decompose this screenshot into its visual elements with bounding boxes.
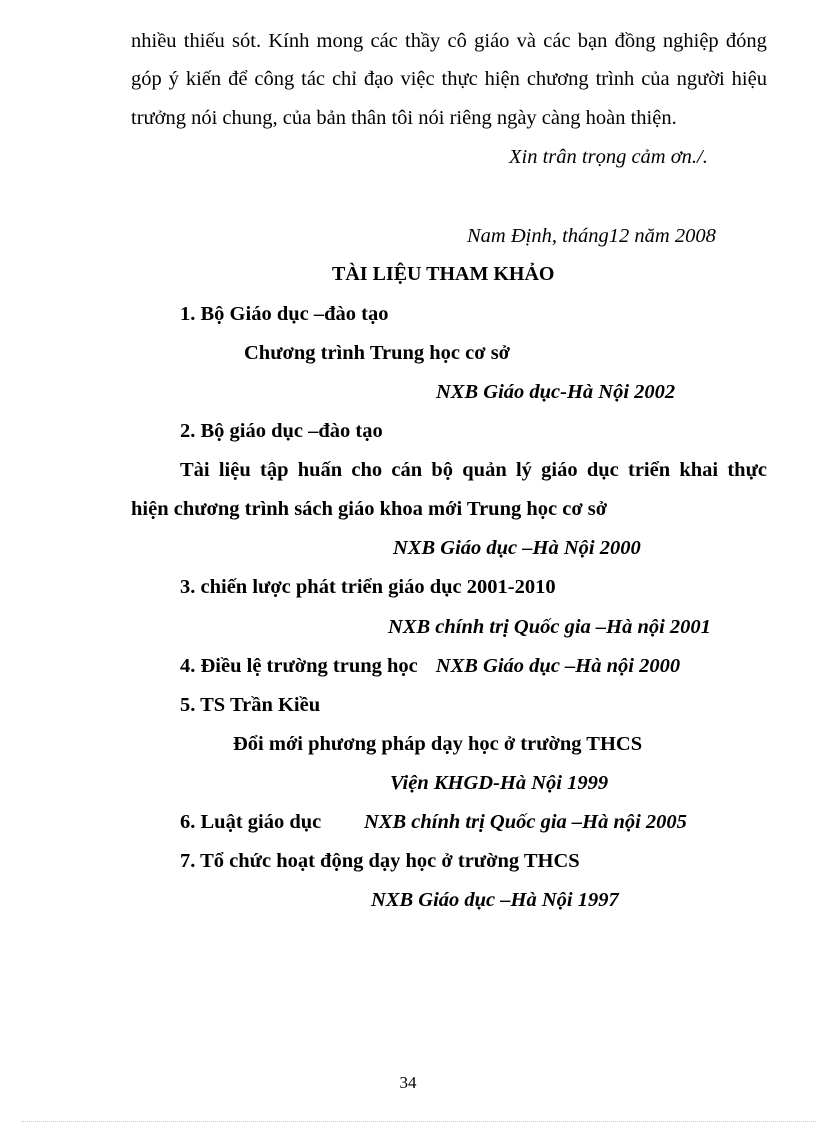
reference-3-entry: 3. chiến lược phát triển giáo dục 2001-2010: [180, 576, 556, 598]
page-number: 34: [399, 1073, 417, 1092]
reference-2-publisher: NXB Giáo dục –Hà Nội 2000: [393, 537, 641, 559]
reference-2-title-line-1: [180, 458, 767, 482]
closing-paragraph-line-1: [131, 29, 767, 53]
place-date: Nam Định, tháng12 năm 2008: [467, 225, 716, 247]
reference-6-publisher: NXB chính trị Quốc gia –Hà nội 2005: [364, 811, 687, 833]
reference-1-publisher: NXB Giáo dục-Hà Nội 2002: [436, 381, 676, 403]
closing-paragraph-line-2-text: góp ý kiến để công tác chỉ đạo việc thực hiện chương trình của người hiệu: [131, 68, 767, 90]
reference-2-title-line-1-text: Tài liệu tập huấn cho cán bộ quản lý giáo dục triển khai thực: [180, 459, 767, 481]
reference-5-entry: 5. TS Trần Kiều: [180, 694, 321, 716]
reference-7-publisher: NXB Giáo dục –Hà Nội 1997: [371, 889, 619, 911]
reference-5-title: Đổi mới phương pháp dạy học ở trường THCS: [233, 733, 643, 755]
closing-paragraph-line-1-text: nhiều thiếu sót. Kính mong các thầy cô giáo và các bạn đồng nghiệp đóng: [131, 30, 767, 52]
reference-2-entry: 2. Bộ giáo dục –đào tạo: [180, 420, 383, 442]
reference-4: [180, 654, 680, 678]
reference-1-title: Chương trình Trung học cơ sở: [244, 342, 511, 364]
reference-2-title-line-2: hiện chương trình sách giáo khoa mới Trung học cơ sở: [131, 498, 608, 520]
closing-thanks: Xin trân trọng cảm ơn./.: [509, 146, 708, 168]
closing-paragraph-line-3: trưởng nói chung, của bản thân tôi nói riêng ngày càng hoàn thiện.: [131, 107, 677, 129]
reference-4-publisher: NXB Giáo dục –Hà nội 2000: [435, 655, 681, 677]
reference-4-entry: 4. Điều lệ trường trung học: [180, 655, 418, 677]
references-heading: TÀI LIỆU THAM KHẢO: [332, 263, 555, 285]
reference-7-entry: 7. Tổ chức hoạt động dạy học ở trường THCS: [180, 850, 580, 872]
reference-1-entry: 1. Bộ Giáo dục –đào tạo: [180, 303, 389, 325]
page-bottom-rule: [22, 1121, 816, 1122]
reference-3-publisher: NXB chính trị Quốc gia –Hà nội 2001: [388, 616, 711, 638]
reference-5-publisher: Viện KHGD-Hà Nội 1999: [390, 772, 609, 794]
closing-paragraph-line-2: [131, 67, 767, 91]
reference-6-entry: 6. Luật giáo dục: [180, 811, 322, 833]
